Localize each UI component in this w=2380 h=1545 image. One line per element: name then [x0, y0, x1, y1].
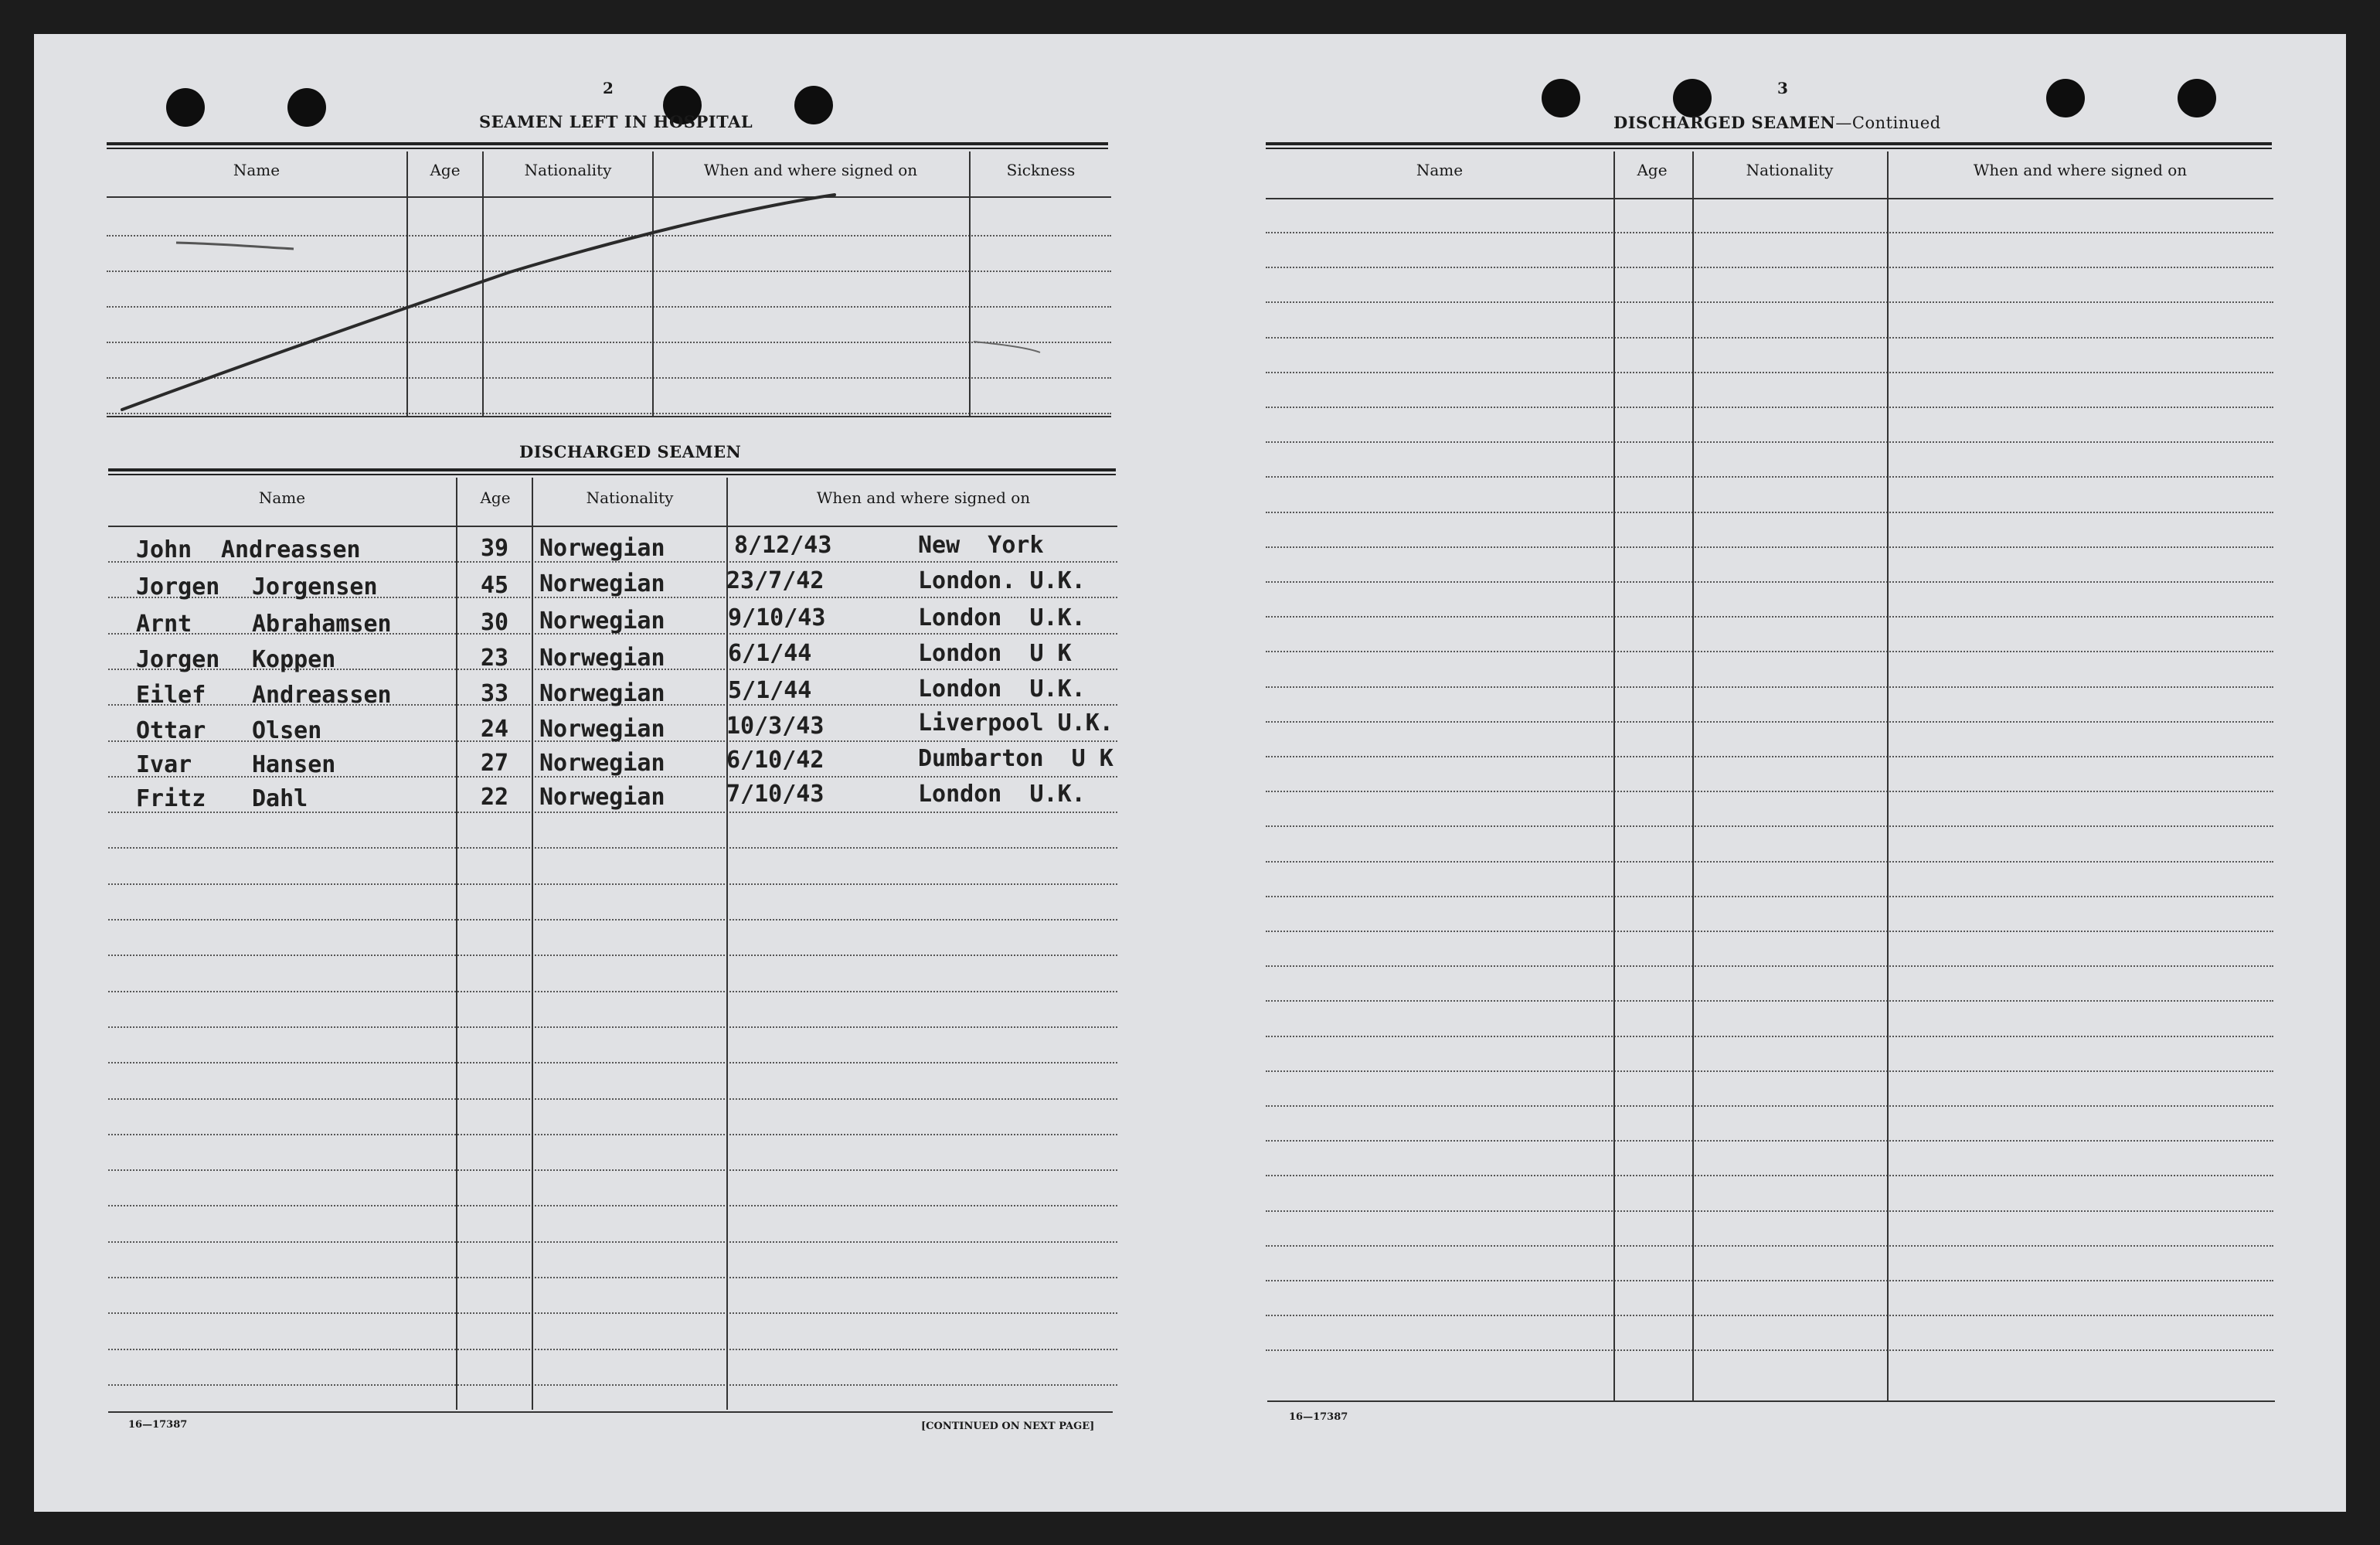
right-col-divider — [1613, 151, 1615, 1400]
ruled-line — [1266, 441, 2273, 443]
discharged-header-nationality: Nationality — [586, 488, 674, 507]
last-name: Abrahamsen — [252, 611, 392, 638]
ruled-line — [108, 991, 1117, 992]
right-top-rule — [1266, 142, 2272, 149]
nationality-value: Norwegian — [539, 716, 665, 743]
discharged-col-divider — [532, 478, 533, 1410]
last-name: Dahl — [252, 785, 308, 812]
ruled-line — [1266, 1000, 2273, 1002]
ruled-line — [108, 1026, 1117, 1028]
ruled-line — [1266, 1349, 2273, 1351]
signed-on-place: London U.K. — [918, 604, 1086, 631]
last-name: Olsen — [252, 717, 322, 744]
ruled-line — [1266, 1280, 2273, 1281]
ruled-line — [108, 1169, 1117, 1171]
signed-on-date: 10/3/43 — [726, 713, 824, 740]
first-name: Jorgen — [136, 646, 220, 673]
hospital-header-name: Name — [233, 161, 280, 179]
ruled-line — [1266, 1245, 2273, 1247]
nationality-value: Norwegian — [539, 645, 665, 672]
first-name: Fritz — [136, 785, 206, 812]
page-number-left: 2 — [603, 79, 614, 97]
right-col-divider — [1887, 151, 1889, 1400]
ruled-line — [1266, 1105, 2273, 1107]
discharged-top-rule — [108, 468, 1116, 475]
ruled-line — [108, 919, 1117, 921]
ruled-line — [1266, 896, 2273, 897]
first-name: Ivar — [136, 751, 192, 778]
last-name: Andreassen — [252, 682, 392, 709]
signed-on-place: New York — [918, 532, 1044, 559]
age-value: 39 — [481, 535, 509, 562]
hospital-header-signed-on: When and where signed on — [703, 161, 918, 179]
ruled-line — [108, 847, 1117, 849]
ruled-line — [1266, 232, 2273, 233]
ruled-line — [108, 1098, 1117, 1100]
first-name: Ottar — [136, 717, 206, 744]
signed-on-date: 5/1/44 — [728, 677, 812, 704]
discharged-header-name: Name — [258, 488, 306, 507]
signed-on-place: London U K — [918, 640, 1072, 667]
age-value: 27 — [481, 750, 509, 777]
ruled-line — [108, 883, 1117, 885]
signed-on-place: Liverpool U.K. — [918, 710, 1114, 737]
discharged-col-divider — [456, 478, 457, 1410]
ruled-line — [1266, 1070, 2273, 1072]
ruled-line — [1266, 372, 2273, 373]
signed-on-date: 9/10/43 — [728, 604, 826, 631]
right-header-nationality: Nationality — [1746, 161, 1834, 179]
signed-on-date: 6/10/42 — [726, 747, 824, 774]
ruled-line — [1266, 1036, 2273, 1037]
hospital-section-title: SEAMEN LEFT IN HOSPITAL — [479, 112, 753, 131]
ruled-line — [1266, 1210, 2273, 1212]
ruled-line — [1266, 581, 2273, 583]
right-header-signed-on: When and where signed on — [1973, 161, 2188, 179]
ruled-line — [1266, 1175, 2273, 1176]
nationality-value: Norwegian — [539, 570, 665, 597]
nationality-value: Norwegian — [539, 750, 665, 777]
ruled-line — [1266, 651, 2273, 652]
ruled-line — [1266, 791, 2273, 792]
hospital-header-nationality: Nationality — [524, 161, 612, 179]
ruled-line — [1266, 1315, 2273, 1316]
ruled-line — [1266, 301, 2273, 303]
ruled-line — [1266, 267, 2273, 268]
page-number-right: 3 — [1777, 79, 1788, 97]
signed-on-date: 7/10/43 — [726, 781, 824, 808]
ruled-line — [1266, 721, 2273, 723]
signed-on-place: London U.K. — [918, 676, 1086, 703]
nationality-value: Norwegian — [539, 784, 665, 811]
ruled-line — [1266, 965, 2273, 967]
nationality-value: Norwegian — [539, 535, 665, 562]
age-value: 24 — [481, 716, 509, 743]
right-header-rule — [1266, 198, 2273, 199]
right-bottom-rule — [1267, 1400, 2275, 1402]
right-header-age: Age — [1637, 161, 1668, 179]
discharged-header-signed-on: When and where signed on — [816, 488, 1031, 507]
discharged-header-age: Age — [480, 488, 511, 507]
ruled-line — [108, 1134, 1117, 1135]
right-title-suffix: —Continued — [1835, 114, 1941, 132]
ruled-line — [108, 1241, 1117, 1243]
ruled-line — [108, 1277, 1117, 1278]
discharged-header-rule — [108, 526, 1117, 527]
ruled-line — [1266, 686, 2273, 688]
age-value: 33 — [481, 680, 509, 707]
ruled-line — [1266, 407, 2273, 408]
form-number-left: 16—17387 — [128, 1419, 188, 1431]
ruled-line — [1266, 931, 2273, 932]
discharged-section-title: DISCHARGED SEAMEN — [519, 442, 742, 461]
ruled-line — [108, 955, 1117, 956]
last-name: Andreassen — [221, 536, 361, 563]
right-title-main: DISCHARGED SEAMEN — [1613, 113, 1836, 132]
ruled-line — [1266, 546, 2273, 548]
hospital-header-sickness: Sickness — [1006, 161, 1076, 179]
last-name: Jorgensen — [252, 573, 378, 601]
form-number-right: 16—17387 — [1289, 1411, 1348, 1423]
continued-note: [CONTINUED ON NEXT PAGE] — [921, 1421, 1095, 1432]
signed-on-place: London. U.K. — [918, 567, 1086, 594]
age-value: 23 — [481, 645, 509, 672]
ruled-line — [1266, 861, 2273, 863]
nationality-value: Norwegian — [539, 607, 665, 635]
ruled-line — [108, 1205, 1117, 1206]
ruled-line — [1266, 512, 2273, 513]
ruled-line — [108, 1349, 1117, 1350]
last-name: Hansen — [252, 751, 336, 778]
ruled-line — [1266, 616, 2273, 618]
age-value: 22 — [481, 784, 509, 811]
ruled-line — [1266, 825, 2273, 827]
hospital-header-age: Age — [430, 161, 461, 179]
right-section-title — [1613, 113, 1941, 132]
last-name: Koppen — [252, 646, 336, 673]
first-name: Eilef — [136, 682, 206, 709]
first-name: Arnt — [136, 611, 192, 638]
signed-on-place: Dumbarton U K — [918, 745, 1114, 772]
nationality-value: Norwegian — [539, 680, 665, 707]
signed-on-date: 8/12/43 — [734, 532, 832, 559]
ruled-line — [1266, 337, 2273, 339]
signed-on-place: London U.K. — [918, 781, 1086, 808]
ruled-line — [108, 1312, 1117, 1314]
first-name: John — [136, 536, 192, 563]
ruled-line — [108, 1062, 1117, 1063]
signed-on-date: 6/1/44 — [728, 640, 812, 667]
ruled-line — [1266, 756, 2273, 757]
age-value: 45 — [481, 572, 509, 599]
discharged-bottom-rule — [108, 1411, 1113, 1413]
right-col-divider — [1692, 151, 1694, 1400]
right-header-name: Name — [1416, 161, 1464, 179]
first-name: Jorgen — [136, 573, 220, 601]
ruled-line — [1266, 476, 2273, 478]
age-value: 30 — [481, 609, 509, 636]
signed-on-date: 23/7/42 — [726, 567, 824, 594]
ruled-line — [108, 1384, 1117, 1386]
ruled-line — [1266, 1140, 2273, 1142]
